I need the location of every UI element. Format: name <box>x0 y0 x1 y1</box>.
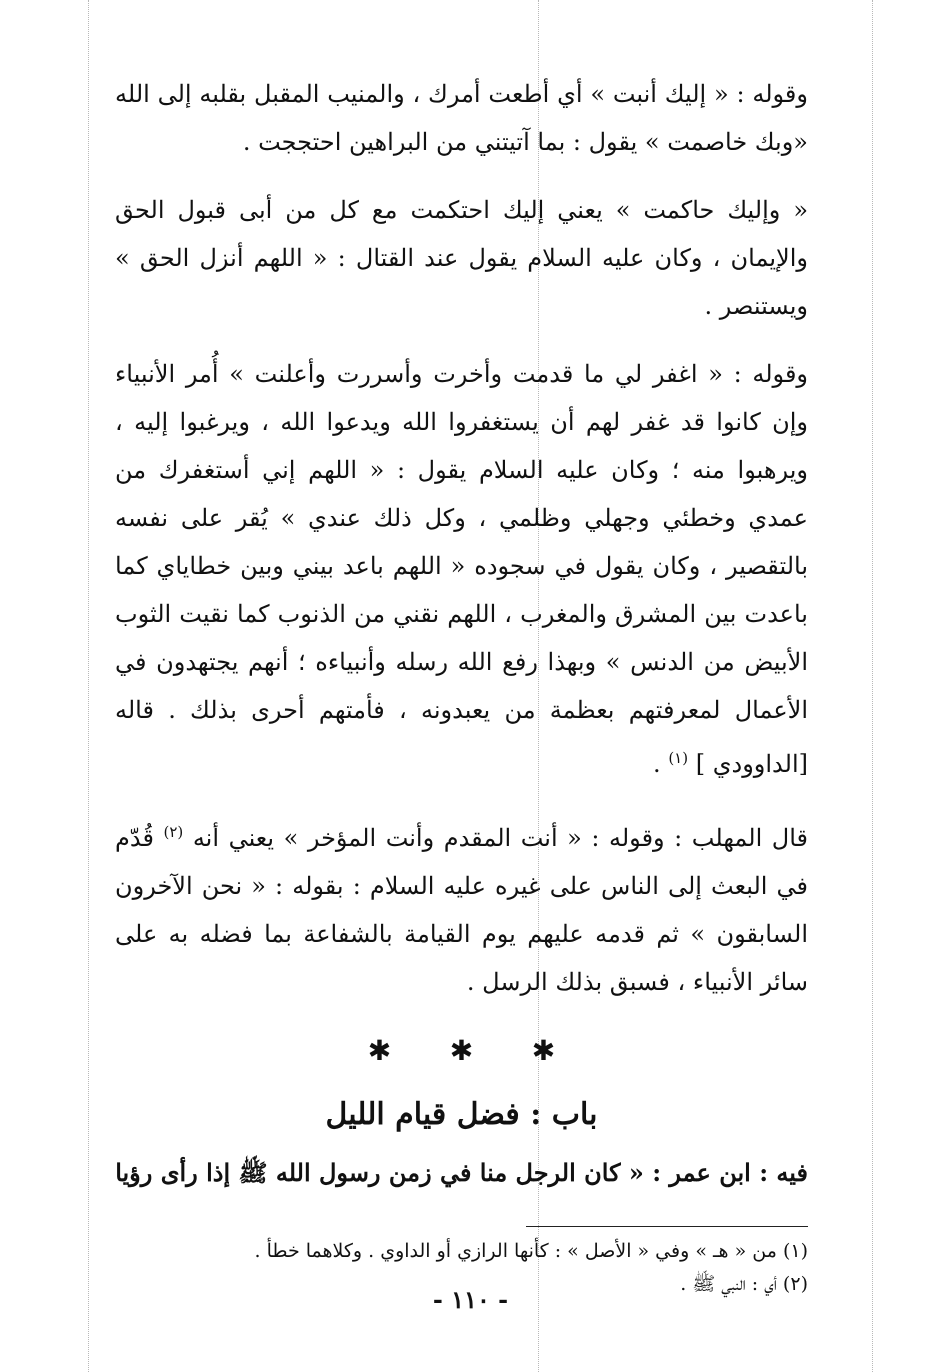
page-number: - ١١٠ - <box>432 1285 509 1314</box>
paragraph-2: « وإليك حاكمت » يعني إليك احتكمت مع كل من أبى قبول الحق والإيمان ، وكان عليه السلام يقول عند القتال : « اللهم أنزل الحق » ويستنصر . <box>115 196 808 320</box>
paragraph-4-text-b: قُدّم في البعث إلى الناس على غيره عليه السلام : بقوله : « نحن الآخرون السابقون » ثم قدمه عليهم يوم القيامة بالشفاعة بما فضله به على سائر الأنبياء ، فسبق بذلك الرسل . <box>115 824 808 996</box>
star-icon: ✱ <box>367 1034 392 1067</box>
paragraph-3-end: . <box>653 750 669 778</box>
footnote-marker-2[interactable]: (٢) <box>163 823 184 841</box>
chapter-heading: باب : فضل قيام الليل <box>325 1097 598 1132</box>
paragraph-1: وقوله : « إليك أنبت » أي أطعت أمرك ، والمنيب المقبل بقلبه إلى الله «وبك خاصمت » يقول : بما آتيتني من البراهين احتججت . <box>115 80 808 156</box>
paragraph-4-text-a: قال المهلب : وقوله : « أنت المقدم وأنت المؤخر » يعني أنه <box>192 824 808 852</box>
star-icon: ✱ <box>449 1034 474 1067</box>
paragraph-4 <box>115 808 808 1006</box>
section-separator <box>115 1034 808 1074</box>
footnote-rule <box>526 1226 808 1227</box>
footnote-marker-1[interactable]: (١) <box>668 749 689 767</box>
footnote-2: (٢) أي : النبي ﷺ . <box>680 1273 808 1295</box>
margin-guide-left <box>88 0 89 1372</box>
paragraph-3 <box>115 350 808 788</box>
paragraph-3-text: وقوله : « اغفر لي ما قدمت وأخرت وأسررت وأعلنت » أُمر الأنبياء وإن كانوا قد غفر لهم أن يستغفروا الله ويدعوا الله ، ويرغبوا إليه ، ويرهبوا منه ؛ وكان عليه السلام يقول : « اللهم إني أستغفرك من عمدي وخطئي وجهلي وظلمي ، وكل ذلك عندي » يُقر على نفسه بالتقصير ، وكان يقول في سجوده « اللهم باعد بيني وبين خطاياي كما باعدت بين المشرق والمغرب ، اللهم نقني من الذنوب كما نقيت الثوب الأبيض من الدنس » وبهذا رفع الله رسله وأنبياءه ؛ أنهم يجتهدون في الأعمال لمعرفتهم بعظمة من يعبدونه ، فأمتهم أحرى بذلك . قاله [الداوودي ] <box>115 360 809 778</box>
margin-guide-right <box>872 0 873 1372</box>
chapter-first-line: فيه : ابن عمر : « كان الرجل منا في زمن رسول الله ﷺ إذا رأى رؤيا <box>115 1158 808 1187</box>
footnote-1: (١) من « هـ » وفي « الأصل » : كأنها الرازي أو الداوي . وكلاهما خطأ . <box>254 1240 808 1262</box>
page-body <box>115 70 808 1301</box>
star-icon: ✱ <box>531 1034 556 1067</box>
